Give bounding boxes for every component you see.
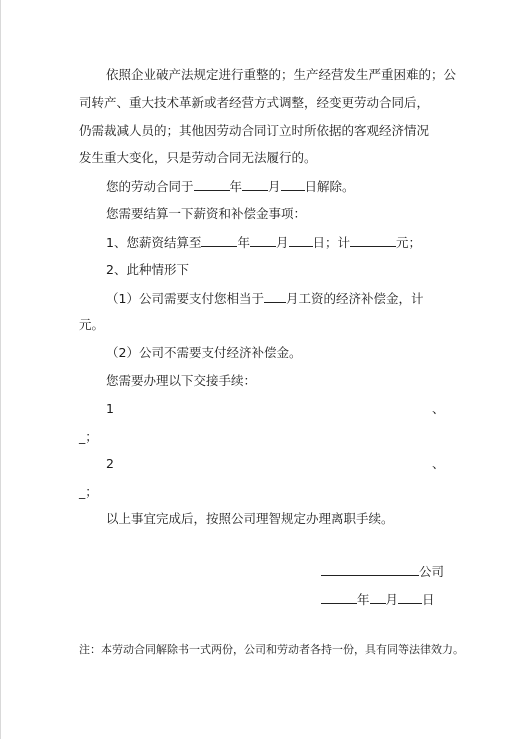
label-text: 年 [229, 179, 243, 194]
label-text: 日 [422, 592, 435, 607]
termination-date-line [106, 178, 355, 195]
year-blank[interactable] [321, 591, 357, 604]
month-blank[interactable] [242, 178, 268, 191]
signature-date-line [321, 591, 435, 608]
compensation-line-wrap: 元。 [79, 317, 105, 332]
label-text: 您的劳动合同于 [106, 179, 194, 194]
handover-item-number: 2 [106, 456, 114, 471]
page-edge [0, 0, 1, 739]
paragraph-line: 司转产、重大技术革新或者经营方式调整，经变更劳动合同后， [79, 95, 430, 110]
handover-item-wrap: _； [79, 484, 98, 499]
label-text: 1、您薪资结算至 [106, 235, 202, 250]
label-text: 日解除。 [304, 179, 355, 194]
day-blank[interactable] [289, 234, 313, 247]
label-text: （1）公司需要支付您相当于 [106, 291, 264, 306]
handover-item-mark: 、 [432, 401, 445, 416]
paragraph-line: 发生重大变化，只是劳动合同无法履行的。 [79, 150, 317, 165]
amount-blank[interactable] [350, 234, 396, 247]
year-blank[interactable] [201, 234, 237, 247]
paragraph-line: 依照企业破产法规定进行重整的；生产经营发生严重困难的；公 [106, 67, 457, 82]
company-name-blank[interactable] [321, 563, 419, 576]
label-text: 月工资的经济补偿金，计 [285, 291, 424, 306]
closing-line: 以上事宜完成后，按照公司理智规定办理离职手续。 [106, 511, 394, 526]
label-text: 月 [385, 592, 399, 607]
signature-company-line [321, 563, 444, 580]
handover-item-wrap: _； [79, 429, 98, 444]
label-text: 元； [396, 235, 422, 250]
day-blank[interactable] [398, 591, 422, 604]
settlement-heading: 您需要结算一下薪资和补偿金事项： [106, 206, 307, 221]
handover-item-mark: 、 [432, 456, 445, 471]
paragraph-line: 仍需裁减人员的；其他因劳动合同订立时所依据的客观经济情况 [79, 123, 430, 138]
label-text: 年 [357, 592, 370, 607]
day-blank[interactable] [281, 178, 305, 191]
label-text: 日；计 [312, 235, 351, 250]
month-blank[interactable] [370, 591, 386, 604]
handover-item-number: 1 [106, 401, 114, 416]
year-blank[interactable] [194, 178, 230, 191]
month-blank[interactable] [250, 234, 276, 247]
months-blank[interactable] [264, 290, 286, 303]
label-text: 月 [275, 235, 289, 250]
compensation-line [106, 290, 423, 307]
label-text: 月 [268, 179, 281, 194]
handover-heading: 您需要办理以下交接手续： [106, 373, 257, 388]
label-text: 年 [237, 235, 250, 250]
label-text: 公司 [419, 564, 445, 579]
salary-settlement-line [106, 234, 421, 251]
no-compensation-line: （2）公司不需要支付经济补偿金。 [106, 345, 302, 360]
footnote: 注：本劳动合同解除书一式两份，公司和劳动者各持一份，具有同等法律效力。 [79, 643, 464, 656]
case-heading: 2、此种情形下 [106, 262, 189, 277]
